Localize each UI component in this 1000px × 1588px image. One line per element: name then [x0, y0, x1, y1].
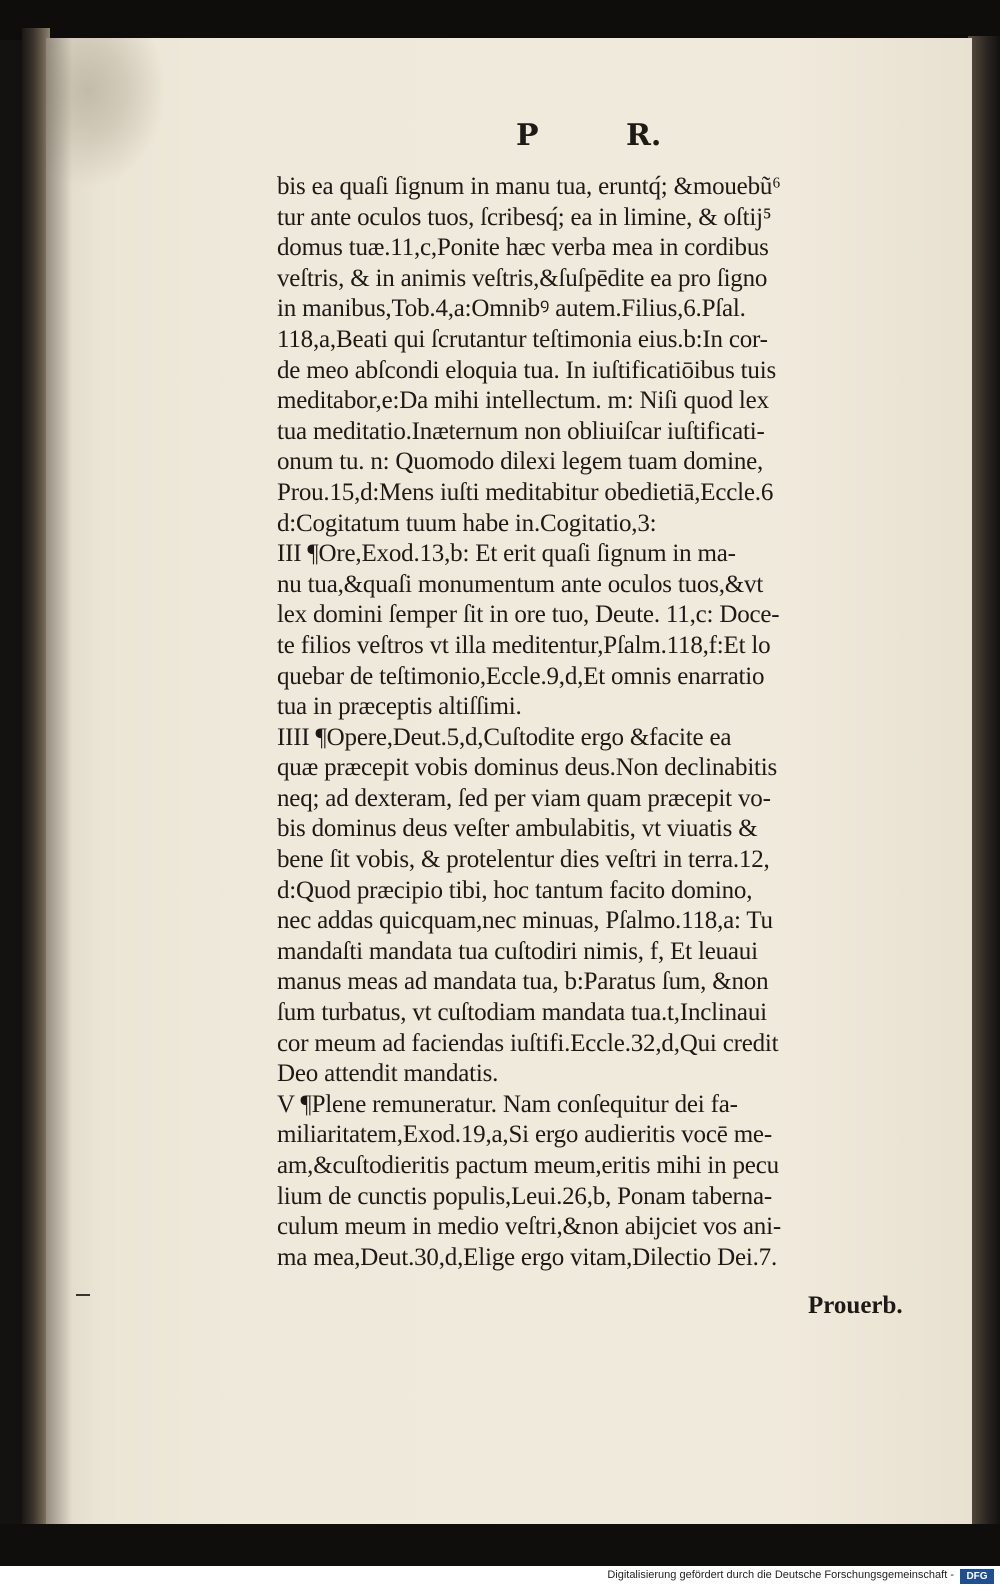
- text-line: tur ante oculos tuos, ſcribesq́; ea in limine, & oſtij⁵: [277, 203, 772, 231]
- text-line: neq; ad dexteram, ſed per viam quam præcepit vo-: [277, 784, 771, 812]
- text-line: III ¶Ore,Exod.13,b: Et erit quaſi ſignum in ma-: [277, 540, 736, 568]
- text-line: de meo abſcondi eloquia tua. In iuſtificatiōibus tuis: [277, 356, 777, 384]
- book-edge-right: [968, 36, 1000, 1536]
- text-line: bis dominus deus veſter ambulabitis, vt viuatis &: [277, 815, 758, 843]
- text-line: tua meditatio.Inæternum non obliuiſcar iuſtificati-: [277, 417, 765, 445]
- text-line: manus meas ad mandata tua, b:Paratus ſum, &non: [277, 968, 769, 996]
- text-line: te filios veſtros vt illa meditentur,Pſalm.118,f:Et lo: [277, 631, 771, 659]
- text-line: bene ſit vobis, & protelentur dies veſtri in terra.12,: [277, 846, 770, 874]
- text-line: V ¶Plene remuneratur. Nam conſequitur dei fa-: [277, 1090, 738, 1118]
- text-line: am,&cuſtodieritis pactum meum,eritis mihi in pecu: [277, 1152, 779, 1179]
- text-line: ma mea,Deut.30,d,Elige ergo vitam,Dilectio Dei.7.: [277, 1243, 778, 1271]
- text-line: quæ præcepit vobis dominus deus.Non declinabitis: [277, 754, 778, 782]
- text-line: cor meum ad faciendas iuſtifi.Eccle.32,d,Qui credit: [277, 1029, 779, 1057]
- text-line: onum tu. n: Quomodo dilexi legem tuam domine,: [277, 448, 764, 476]
- binding-shadow: [46, 38, 72, 1524]
- digitization-footer: [0, 1566, 1000, 1588]
- scan-bottom-border: [0, 1524, 1000, 1566]
- text-line: meditabor,e:Da mihi intellectum. m: Niſi quod lex: [277, 387, 769, 415]
- text-line: veſtris, & in animis veſtris,&ſuſpēdite ea pro ſigno: [277, 264, 768, 292]
- text-line: IIII ¶Opere,Deut.5,d,Cuſtodite ergo &facite ea: [277, 723, 732, 751]
- text-line: ſum turbatus, vt cuſtodiam mandata tua.t,Inclinaui: [277, 999, 767, 1027]
- text-line: quebar de teſtimonio,Eccle.9,d,Et omnis enarratio: [277, 662, 765, 690]
- running-header-left: P: [516, 118, 539, 153]
- text-line: miliaritatem,Exod.19,a,Si ergo audieritis vocē me-: [277, 1121, 772, 1149]
- text-line: Deo attendit mandatis.: [277, 1060, 499, 1088]
- text-line: domus tuæ.11,c,Ponite hæc verba mea in cordibus: [277, 234, 769, 262]
- text-line: mandaſti mandata tua cuſtodiri nimis, f, Et leuaui: [277, 937, 758, 965]
- text-line: 118,a,Beati qui ſcrutantur teſtimonia eius.b:In cor-: [277, 325, 768, 353]
- text-line: lex domini ſemper ſit in ore tuo, Deute. 11,c: Doce-: [277, 601, 780, 629]
- text-line: d:Quod præcipio tibi, hoc tantum facito domino,: [277, 876, 753, 904]
- text-line: d:Cogitatum tuum habe in.Cogitatio,3:: [277, 509, 657, 537]
- running-header-right: R.: [626, 118, 662, 153]
- body-text: [277, 172, 932, 1273]
- dfg-logo: DFG: [960, 1569, 994, 1584]
- scan-top-border: [0, 0, 1000, 40]
- text-line: in manibus,Tob.4,a:Omnibꝰ autem.Filius,6.Pſal.: [277, 295, 746, 323]
- text-line: tua in præceptis altiſſimi.: [277, 693, 522, 721]
- funding-credit: Digitalisierung gefördert durch die Deutsche Forschungsgemeinschaft -: [607, 1569, 954, 1581]
- text-line: nec addas quicquam,nec minuas, Pſalmo.118,a: Tu: [277, 907, 773, 935]
- text-line: bis ea quaſi ſignum in manu tua, eruntq́; &mouebũ⁶: [277, 173, 781, 200]
- text-line: culum meum in medio veſtri,&non abijciet vos ani-: [277, 1213, 781, 1241]
- text-line: lium de cunctis populis,Leui.26,b, Ponam taberna-: [277, 1182, 772, 1210]
- text-line: nu tua,&quaſi monumentum ante oculos tuos,&vt: [277, 570, 764, 598]
- catchword: Prouerb.: [808, 1292, 903, 1319]
- margin-mark: [76, 1294, 90, 1296]
- text-line: Prou.15,d:Mens iuſti meditabitur obedietiā,Eccle.6: [277, 478, 774, 506]
